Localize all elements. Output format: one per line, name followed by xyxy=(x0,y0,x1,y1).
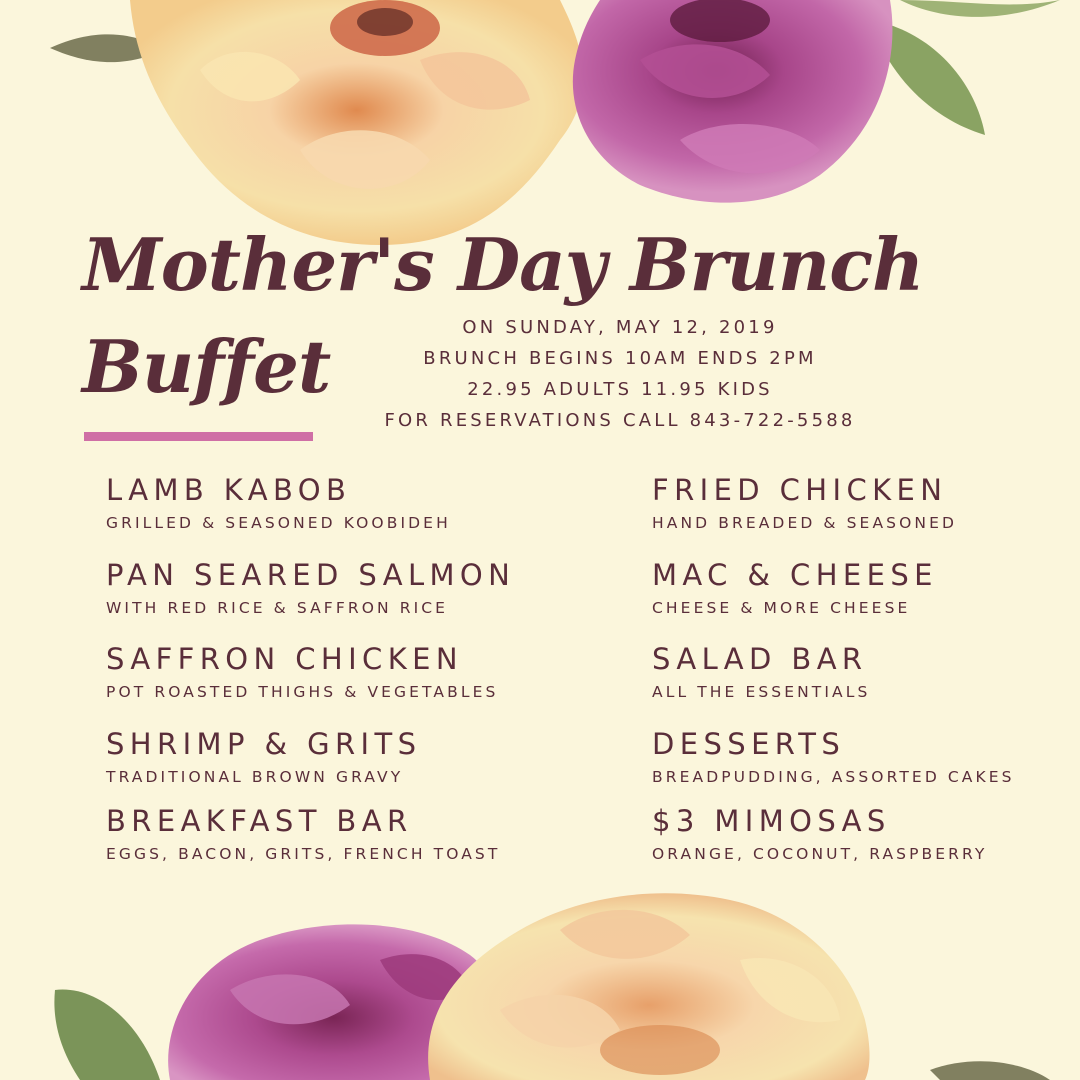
menu-item-description: POT ROASTED THIGHS & VEGETABLES xyxy=(106,683,499,701)
menu-item-name: DESSERTS xyxy=(652,727,846,761)
menu-item-name: SALAD BAR xyxy=(652,642,868,676)
menu-item-description: ALL THE ESSENTIALS xyxy=(652,683,871,701)
menu-item xyxy=(106,641,498,703)
menu-item-description: GRILLED & SEASONED KOOBIDEH xyxy=(106,514,451,532)
menu-item-description: EGGS, BACON, GRITS, FRENCH TOAST xyxy=(106,845,501,863)
menu-item xyxy=(106,472,451,534)
event-hours: BRUNCH BEGINS 10AM ENDS 2PM xyxy=(423,348,817,369)
menu-item-name: $3 MIMOSAS xyxy=(652,804,891,838)
menu-item-name: SAFFRON CHICKEN xyxy=(106,642,463,676)
menu-item xyxy=(106,803,500,865)
menu-item-description: WITH RED RICE & SAFFRON RICE xyxy=(106,599,449,617)
menu-item-description: HAND BREADED & SEASONED xyxy=(652,514,958,532)
menu-item-name: BREAKFAST BAR xyxy=(106,804,413,838)
watercolor-flowers-top xyxy=(0,0,1080,250)
menu-item xyxy=(652,726,1015,788)
menu-item xyxy=(652,557,938,619)
title-underline xyxy=(84,432,313,441)
event-date: ON SUNDAY, MAY 12, 2019 xyxy=(462,317,778,338)
menu-item-name: FRIED CHICKEN xyxy=(652,473,948,507)
event-details xyxy=(340,312,900,436)
menu-item-name: PAN SEARED SALMON xyxy=(106,558,516,592)
title-line-1: Mother's Day Brunch xyxy=(82,222,924,307)
menu-item-description: ORANGE, COCONUT, RASPBERRY xyxy=(652,845,988,863)
menu-item-description: CHEESE & MORE CHEESE xyxy=(652,599,911,617)
event-prices: 22.95 ADULTS 11.95 KIDS xyxy=(467,379,773,400)
menu-item-name: SHRIMP & GRITS xyxy=(106,727,422,761)
menu-item xyxy=(652,803,987,865)
menu-item xyxy=(106,557,515,619)
menu-item-name: MAC & CHEESE xyxy=(652,558,938,592)
menu-item-name: LAMB KABOB xyxy=(106,473,352,507)
menu-item xyxy=(652,472,957,534)
reservation-phone: FOR RESERVATIONS CALL 843-722-5588 xyxy=(384,410,856,431)
menu-item xyxy=(106,726,421,788)
menu-item-description: TRADITIONAL BROWN GRAVY xyxy=(106,768,404,786)
menu-item-description: BREADPUDDING, ASSORTED CAKES xyxy=(652,768,1015,786)
title-line-2: Buffet xyxy=(82,324,331,409)
watercolor-flowers-bottom xyxy=(0,870,1080,1080)
menu-item xyxy=(652,641,870,703)
